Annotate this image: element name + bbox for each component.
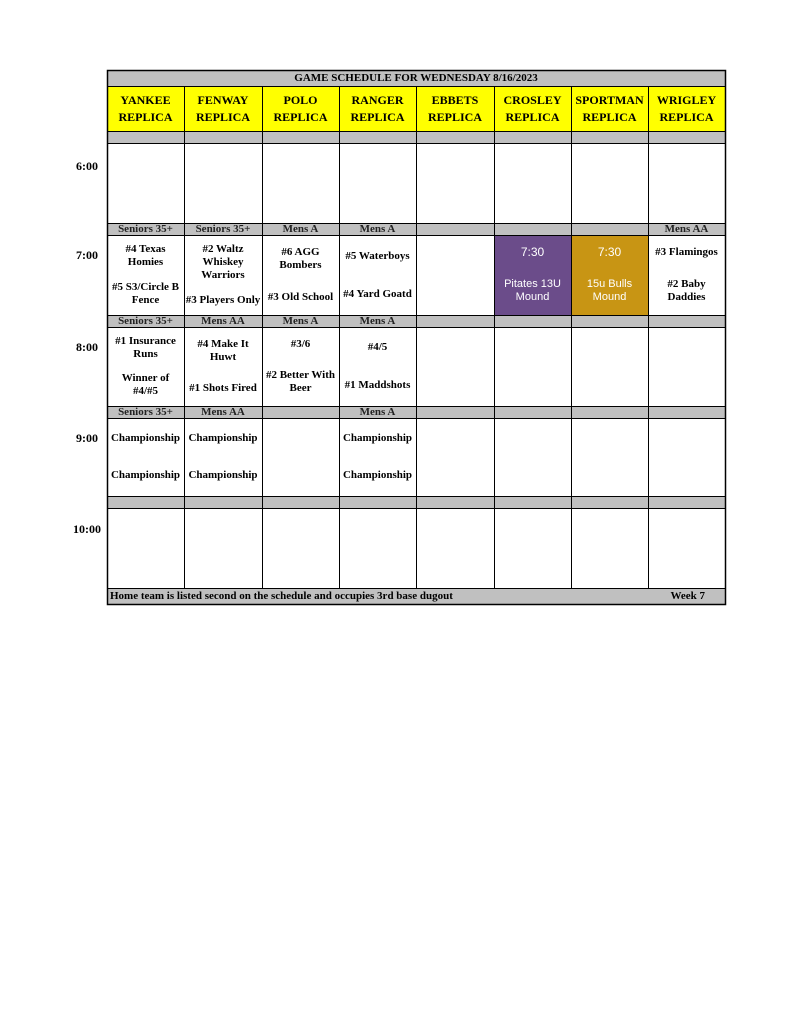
team-home: 15u Bulls Mound: [586, 277, 633, 303]
schedule-title: GAME SCHEDULE FOR WEDNESDAY 8/16/2023: [107, 70, 725, 86]
team-away: #3 Flamingos: [655, 246, 718, 259]
team-home: #3 Old School: [267, 290, 334, 303]
field-sub: REPLICA: [350, 109, 405, 124]
team-away: #5 Waterboys: [345, 249, 410, 262]
time-label-10: 10:00: [73, 522, 101, 536]
team-home: #4 Yard Goatd: [343, 287, 412, 300]
category-label: Seniors 35+: [118, 406, 173, 418]
team-away: #4 Texas Homies: [125, 243, 166, 268]
field-name: CROSLEY: [503, 92, 562, 107]
team-away: #3/6: [290, 338, 311, 350]
category-label: Mens A: [359, 315, 396, 327]
category-label: Seniors 35+: [195, 223, 251, 235]
field-sub: REPLICA: [582, 109, 637, 124]
team-away: #4/5: [367, 341, 388, 354]
time-label-8: 8:00: [76, 340, 98, 354]
field-sub: REPLICA: [427, 109, 482, 124]
time-label-7: 7:00: [76, 248, 98, 262]
team-home: #3 Players Only: [185, 294, 261, 306]
time-label-9: 9:00: [76, 431, 98, 445]
category-label: Mens AA: [664, 223, 709, 235]
field-name: SPORTMAN: [575, 92, 644, 107]
team-away: Championship: [110, 432, 181, 444]
field-name: POLO: [283, 92, 318, 107]
field-name: YANKEE: [120, 92, 171, 107]
team-home: #2 Better With Beer: [265, 369, 336, 394]
time-label-6: 6:00: [76, 159, 98, 173]
category-label: Mens A: [282, 223, 319, 235]
team-home: Championship: [110, 469, 181, 481]
team-away: #1 Insurance Runs: [115, 334, 176, 360]
category-label: Seniors 35+: [118, 315, 173, 327]
field-sub: REPLICA: [505, 109, 560, 124]
category-label: Seniors 35+: [118, 223, 173, 235]
team-home: #5 S3/Circle B Fence: [111, 281, 179, 306]
team-away: #4 Make It Huwt: [197, 338, 249, 363]
field-sub: REPLICA: [273, 109, 328, 124]
category-label: Mens AA: [201, 406, 245, 418]
team-home: Pitates 13U Mound: [504, 277, 561, 303]
game-time: 7:30: [520, 245, 545, 260]
team-home: Championship: [188, 469, 258, 481]
team-home: #2 Baby Daddies: [667, 277, 706, 303]
team-home: #1 Shots Fired: [189, 382, 257, 394]
field-sub: REPLICA: [118, 109, 173, 124]
team-away: #6 AGG Bombers: [279, 246, 322, 272]
team-away: Championship: [188, 432, 258, 444]
category-label: Mens AA: [201, 315, 245, 327]
footer-note: Home team is listed second on the schedule and occupies 3rd base dugout: [110, 589, 453, 602]
team-home: Winner of #4/#5: [121, 372, 170, 398]
category-label: Mens A: [282, 315, 319, 327]
field-name: EBBETS: [431, 92, 479, 107]
footer-week: Week 7: [670, 589, 705, 602]
field-name: RANGER: [351, 92, 404, 107]
field-name: FENWAY: [197, 92, 249, 107]
team-home: Championship: [342, 469, 413, 481]
game-time: 7:30: [597, 245, 622, 260]
category-label: Mens A: [359, 406, 396, 418]
team-home: #1 Maddshots: [344, 378, 411, 391]
field-sub: REPLICA: [195, 109, 250, 124]
category-label: Mens A: [359, 223, 396, 235]
field-sub: REPLICA: [659, 109, 714, 124]
team-away: Championship: [342, 432, 413, 444]
field-name: WRIGLEY: [656, 92, 717, 107]
team-away: #2 Waltz Whiskey Warriors: [201, 243, 245, 281]
